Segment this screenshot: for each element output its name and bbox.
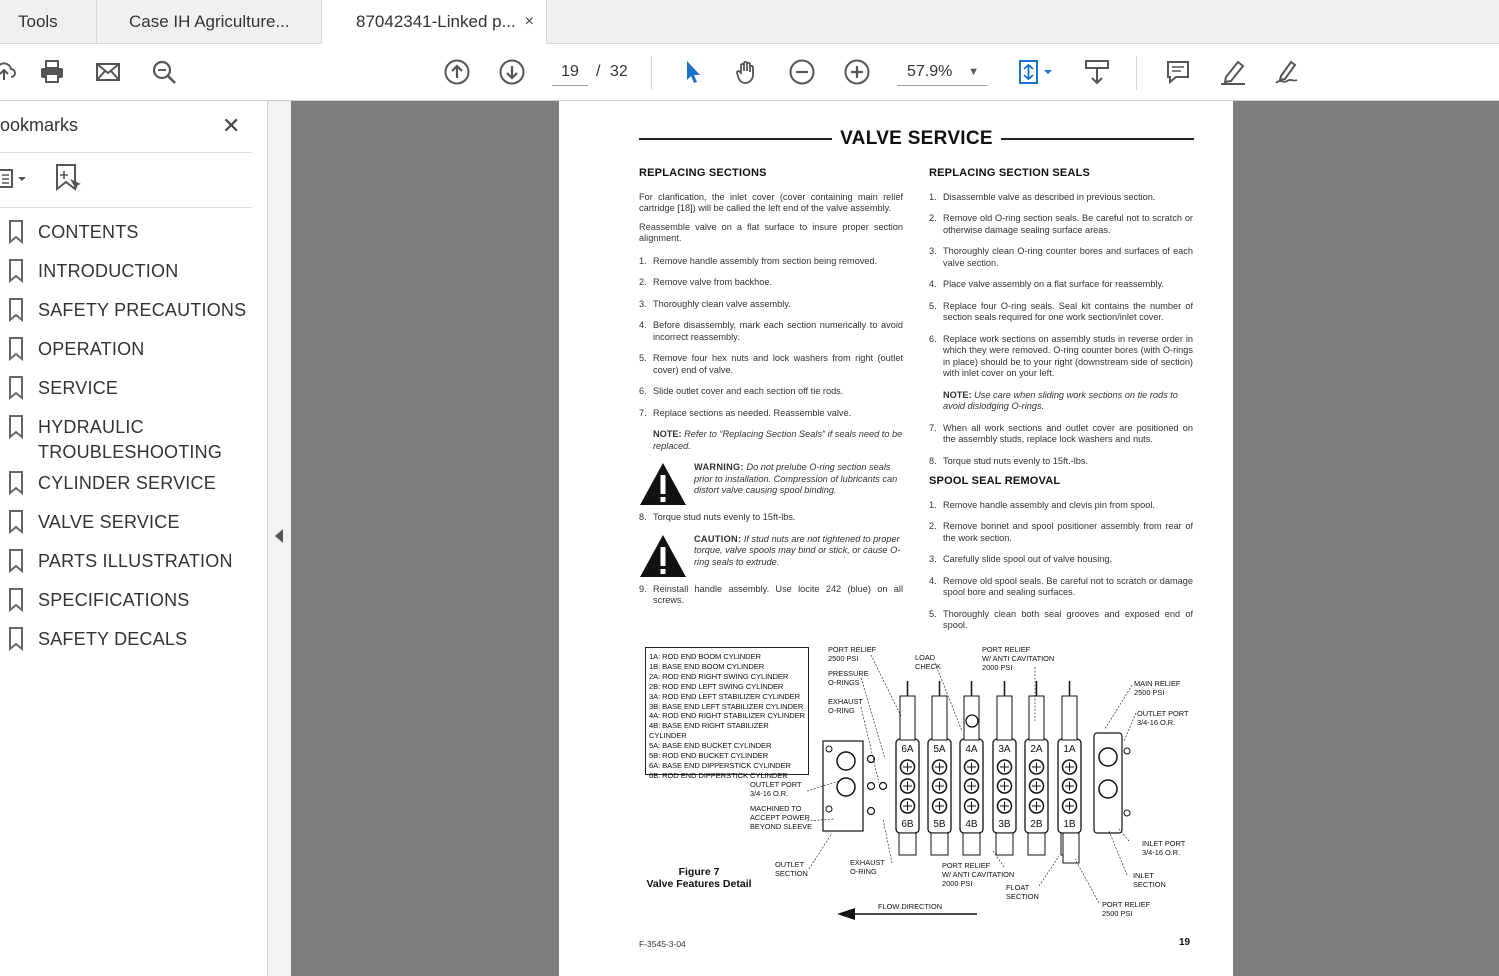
step-list <box>929 423 1193 468</box>
bookmarks-panel <box>0 101 268 976</box>
step-number: 4. <box>929 575 937 586</box>
section-heading: REPLACING SECTION SEALS <box>929 167 1091 179</box>
panel-collapse-handle[interactable] <box>268 101 291 976</box>
add-bookmark-icon[interactable] <box>54 163 82 198</box>
bookmark-list <box>0 214 268 660</box>
bookmark-label: PARTS ILLUSTRATION <box>38 551 233 571</box>
bookmark-label: CONTENTS <box>38 222 139 242</box>
bookmark-item[interactable] <box>0 292 268 331</box>
step-text: Remove handle assembly and clevis pin from spool. <box>943 499 1155 510</box>
step-number: 5. <box>929 300 937 311</box>
callout-port-relief-anti-bottom: PORT RELIEF W/ ANTI CAVITATION 2000 PSI <box>942 861 1015 888</box>
fit-page-dropdown-icon[interactable] <box>1040 54 1056 90</box>
sign-icon[interactable] <box>1269 54 1305 90</box>
tab-linked-pdf[interactable] <box>322 0 547 45</box>
collapse-arrow-icon <box>275 529 283 543</box>
step-number: 3. <box>929 554 937 564</box>
tab-bar <box>0 0 1499 44</box>
outlet-section-body <box>823 741 863 831</box>
section-label-bottom: 2B <box>1030 819 1043 830</box>
step-number: 4. <box>929 279 937 289</box>
step-list <box>929 192 1193 380</box>
callout-pressure-orings: PRESSURE O-RINGS <box>828 669 869 687</box>
step-number: 3. <box>929 246 937 256</box>
legend-entry: 4B: BASE END RIGHT STABILIZER CYLINDER <box>649 721 769 741</box>
list-item <box>639 386 903 398</box>
step-text: Thoroughly clean valve assembly. <box>653 298 791 309</box>
flow-arrow-head <box>837 908 855 920</box>
paragraph: For clarification, the inlet cover (cover containing main relief cartridge [18]) will be called the left end of the valve assembly. <box>639 191 903 213</box>
close-tab-icon[interactable]: × <box>524 13 534 30</box>
note-label: NOTE: <box>653 429 682 439</box>
spool-bottom <box>996 833 1013 855</box>
leader-line <box>1039 856 1059 886</box>
page-total: 32 <box>610 63 628 80</box>
step-number: 7. <box>639 407 647 418</box>
section-label-top: 6A <box>901 744 914 755</box>
step-number: 1. <box>929 191 937 202</box>
bookmark-icon <box>8 220 24 244</box>
page-footer-code: F-3545-3-04 <box>639 939 686 949</box>
cloud-upload-icon[interactable] <box>0 54 22 90</box>
caution-block <box>639 534 903 578</box>
step-number: 6. <box>929 333 937 344</box>
tab-case-ih[interactable] <box>97 0 322 44</box>
bookmark-icon <box>8 549 24 573</box>
step-list <box>639 512 903 524</box>
tab-tools[interactable] <box>0 0 97 44</box>
figure-number: Figure 7 <box>678 866 720 878</box>
right-column <box>929 168 1193 642</box>
section-label-bottom: 4B <box>965 819 978 830</box>
step-text: Remove old O-ring section seals. Be careful not to scratch or otherwise damage sealing surface areas. <box>943 213 1193 235</box>
note <box>929 390 1193 413</box>
paragraph: Reassemble valve on a flat surface to insure proper section alignment. <box>639 221 903 243</box>
list-item <box>929 246 1193 269</box>
list-item <box>929 192 1193 204</box>
list-item <box>929 423 1193 446</box>
leader-line <box>861 707 879 783</box>
callout-machined: MACHINED TO ACCEPT POWER BEYOND SLEEVE <box>750 804 813 831</box>
callout-outlet-port-right: OUTLET PORT 3/4-16 O.R. <box>1137 709 1189 727</box>
spool-top <box>997 696 1012 740</box>
zoom-search-icon[interactable] <box>146 54 182 90</box>
leader-line <box>1124 713 1136 741</box>
step-text: Before disassembly, mark each section numerically to avoid incorrect reassembly. <box>653 320 903 342</box>
list-item <box>929 334 1193 380</box>
bolt-circle <box>1124 748 1130 754</box>
step-number: 2. <box>639 277 647 287</box>
close-panel-icon[interactable]: ✕ <box>222 113 241 138</box>
list-item <box>929 456 1193 468</box>
spool-top <box>932 696 947 740</box>
section-label-top: 2A <box>1030 744 1043 755</box>
step-list <box>639 584 903 607</box>
step-text: Reinstall handle assembly. Use locite 242 (blue) on all screws. <box>653 583 903 605</box>
step-text: Replace work sections on assembly studs in reverse order in which they were removed. O-ring counter bores (with O-rings in place) should be to your right (downstream side of section) with inlet cover on your left. <box>943 333 1193 378</box>
warning-text: Do not prelube O-ring section seals prior to installation. Compression of lubricants can distort valve causing spool binding. <box>694 462 898 495</box>
bookmarks-title: ookmarks <box>0 115 79 135</box>
step-number: 5. <box>639 353 647 363</box>
legend-entry: 2A: ROD END RIGHT SWING CYLINDER <box>649 671 789 681</box>
page-up-icon[interactable] <box>439 54 475 90</box>
page-title <box>639 128 1194 148</box>
step-number: 4. <box>639 320 647 330</box>
legend-entry: 3B: BASE END LEFT STABILIZER CYLINDER <box>649 701 804 711</box>
bookmark-label: INTRODUCTION <box>38 261 179 281</box>
bookmark-item[interactable] <box>0 543 268 582</box>
bolt-circle <box>1124 810 1130 816</box>
caution-triangle-icon <box>639 534 687 578</box>
legend-entry: 6B: ROD END DIPPERSTICK CYLINDER <box>649 770 788 780</box>
step-number: 1. <box>639 255 647 266</box>
step-list <box>639 256 903 420</box>
page-title-text: VALVE SERVICE <box>832 128 1001 150</box>
leader-line <box>883 819 892 863</box>
step-text: Remove old spool seals. Be careful not to scratch or damage spool bore and sealing surfaces. <box>943 575 1193 597</box>
list-item <box>929 609 1193 632</box>
callout-outlet-port-left: OUTLET PORT 3/4-16 O.R. <box>750 780 802 798</box>
section-label-bottom: 1B <box>1063 819 1076 830</box>
tab-linked-pdf-label: 87042341-Linked p... <box>356 12 516 31</box>
scroll-mode-icon[interactable] <box>1079 54 1115 90</box>
bookmark-item[interactable] <box>0 370 268 409</box>
spool-top <box>900 696 915 740</box>
step-text: Remove handle assembly from section being removed. <box>653 255 878 266</box>
legend-entry: 4A: ROD END RIGHT STABILIZER CYLINDER <box>649 711 805 721</box>
bookmark-label: OPERATION <box>38 339 145 359</box>
warning-triangle-icon <box>639 462 687 506</box>
list-item <box>639 584 903 607</box>
list-item <box>639 512 903 524</box>
legend-entry: 1A: ROD END BOOM CYLINDER <box>649 652 761 661</box>
figure-caption <box>639 866 759 890</box>
tab-case-ih-label: Case IH Agriculture... <box>129 12 290 31</box>
step-text: Remove valve from backhoe. <box>653 277 772 287</box>
step-text: Torque stud nuts evenly to 15ft.-lbs. <box>943 455 1089 466</box>
callout-inlet-section: INLET SECTION <box>1133 871 1166 889</box>
warning-block <box>639 462 903 506</box>
section-label-bottom: 5B <box>933 819 946 830</box>
step-number: 3. <box>639 298 647 309</box>
section-heading: REPLACING SECTIONS <box>639 167 767 179</box>
step-text: Place valve assembly on a flat surface for reassembly. <box>943 279 1164 289</box>
bookmark-icon <box>8 510 24 534</box>
oring-circle <box>868 808 875 815</box>
callout-port-relief-anti: PORT RELIEF W/ ANTI CAVITATION 2000 PSI <box>982 645 1055 672</box>
options-menu-icon[interactable] <box>0 166 32 197</box>
valve-figure <box>639 641 1199 926</box>
document-viewport[interactable] <box>291 101 1499 976</box>
section-label-bottom: 6B <box>901 819 914 830</box>
step-text: When all work sections and outlet cover are positioned on the assembly studs, replace lock washers and nuts. <box>943 422 1193 444</box>
bookmark-item[interactable] <box>0 582 268 621</box>
page-footer-number: 19 <box>1179 937 1191 948</box>
section-label-bottom: 3B <box>998 819 1011 830</box>
bookmark-label: HYDRAULIC TROUBLESHOOTING <box>38 417 223 462</box>
leader-line <box>871 655 901 716</box>
callout-port-relief-top: PORT RELIEF 2500 PSI <box>828 645 877 663</box>
list-item <box>639 299 903 311</box>
section-heading: SPOOL SEAL REMOVAL <box>929 475 1061 487</box>
bookmark-icon <box>8 627 24 651</box>
callout-exhaust-oring-bottom: EXHAUST O-RING <box>850 858 885 876</box>
caution-label: CAUTION: <box>694 533 742 544</box>
step-number: 2. <box>929 213 937 223</box>
legend-entry: 2B: ROD END LEFT SWING CYLINDER <box>649 681 784 691</box>
list-item <box>929 213 1193 236</box>
spool-top <box>1029 696 1044 740</box>
pdf-page <box>559 101 1233 976</box>
float-relief-cartridge <box>1063 833 1079 863</box>
legend-entry: 6A: BASE END DIPPERSTICK CYLINDER <box>649 760 791 770</box>
caution-text: If stud nuts are not tightened to proper torque, valve spools may bind or stick, or cause O-ring seals to extrude. <box>694 533 901 567</box>
callout-exhaust-oring-top: EXHAUST O-RING <box>828 697 863 715</box>
step-text: Remove four hex nuts and lock washers from right (outlet cover) end of valve. <box>653 353 903 375</box>
step-text: Disassemble valve as described in previous section. <box>943 191 1156 202</box>
step-number: 8. <box>929 455 937 466</box>
bookmark-icon <box>8 376 24 400</box>
step-text: Replace sections as needed. Reassemble valve. <box>653 407 852 418</box>
select-cursor-icon[interactable] <box>674 54 710 90</box>
bookmark-label: SAFETY PRECAUTIONS <box>38 300 247 320</box>
bookmark-label: SPECIFICATIONS <box>38 590 190 610</box>
step-number: 1. <box>929 499 937 510</box>
spool-bottom <box>931 833 948 855</box>
section-label-top: 3A <box>998 744 1011 755</box>
step-list <box>929 500 1193 632</box>
zoom-in-icon[interactable] <box>839 54 875 90</box>
step-text: Remove bonnet and spool positioner assembly from rear of the work section. <box>943 521 1193 543</box>
list-item <box>639 277 903 289</box>
page-down-icon[interactable] <box>494 54 530 90</box>
bookmark-item[interactable] <box>0 214 268 253</box>
list-item <box>929 301 1193 324</box>
zoom-select[interactable] <box>897 58 987 86</box>
list-item <box>929 521 1193 544</box>
tab-tools-label: Tools <box>18 12 58 31</box>
bookmark-icon <box>8 298 24 322</box>
section-label-top: 5A <box>933 744 946 755</box>
panel-divider <box>0 152 252 153</box>
print-icon[interactable] <box>34 54 70 90</box>
list-item <box>639 408 903 420</box>
step-number: 2. <box>929 521 937 531</box>
step-text: Thoroughly clean both seal grooves and exposed end of spool. <box>943 608 1193 630</box>
legend-entry: 3A: ROD END LEFT STABILIZER CYLINDER <box>649 691 800 701</box>
figure-title: Valve Features Detail <box>646 878 752 890</box>
spool-bottom <box>899 833 916 855</box>
panel-divider <box>0 207 252 208</box>
bookmark-icon <box>8 588 24 612</box>
step-text: Carefully slide spool out of valve housing. <box>943 554 1113 564</box>
note-text: Refer to “Replacing Section Seals” if seals need to be replaced. <box>653 429 903 451</box>
bookmark-item[interactable] <box>0 465 268 504</box>
callout-inlet-port: INLET PORT 3/4-16 O.R. <box>1142 839 1186 857</box>
oring-circle <box>868 783 875 790</box>
list-item <box>929 279 1193 291</box>
legend-entry: 5B: ROD END BUCKET CYLINDER <box>649 751 769 761</box>
bookmark-item[interactable] <box>0 621 268 660</box>
step-text: Slide outlet cover and each section off tie rods. <box>653 386 844 396</box>
comment-icon[interactable] <box>1160 54 1196 90</box>
leader-line <box>861 678 885 759</box>
zoom-value: 57.9% <box>907 63 953 80</box>
list-item <box>929 500 1193 512</box>
leader-line <box>1109 831 1127 875</box>
bookmark-item[interactable] <box>0 253 268 292</box>
legend-entry: 1B: BASE END BOOM CYLINDER <box>649 661 765 671</box>
toolbar <box>0 44 1499 101</box>
step-text: Replace four O-ring seals. Seal kit contains the number of section seals required for one work section/inlet cover. <box>943 300 1193 322</box>
step-number: 9. <box>639 583 647 594</box>
bookmark-icon <box>8 471 24 495</box>
spool-bottom <box>1028 833 1045 855</box>
zoom-out-icon[interactable] <box>784 54 820 90</box>
bookmark-label: CYLINDER SERVICE <box>38 473 216 493</box>
warning-label: WARNING: <box>694 462 744 472</box>
bookmark-label: SERVICE <box>38 378 119 398</box>
leader-line <box>809 833 832 869</box>
note <box>639 429 903 452</box>
spool-bottom <box>963 833 980 855</box>
list-item <box>639 320 903 343</box>
bookmark-label: VALVE SERVICE <box>38 512 180 532</box>
list-item <box>639 256 903 268</box>
spool-top <box>1062 696 1077 740</box>
list-item <box>929 576 1193 599</box>
toolbar-divider <box>1136 56 1137 90</box>
step-number: 5. <box>929 608 937 619</box>
callout-float-section: FLOAT SECTION <box>1006 883 1039 901</box>
step-number: 8. <box>639 512 647 522</box>
section-label-top: 1A <box>1063 744 1076 755</box>
left-column <box>639 168 903 617</box>
step-number: 7. <box>929 422 937 433</box>
mail-icon[interactable] <box>90 54 126 90</box>
step-text: Torque stud nuts evenly to 15ft-lbs. <box>653 512 796 522</box>
oring-circle <box>880 783 887 790</box>
list-item <box>639 353 903 376</box>
bookmark-label: SAFETY DECALS <box>38 629 188 649</box>
step-text: Thoroughly clean O-ring counter bores and surfaces of each valve section. <box>943 246 1193 268</box>
callout-main-relief: MAIN RELIEF 2500 PSI <box>1134 679 1181 697</box>
callout-outlet-section: OUTLET SECTION <box>775 860 808 878</box>
list-item <box>929 554 1193 566</box>
bookmark-item[interactable] <box>0 504 268 543</box>
flow-direction-label: FLOW DIRECTION <box>878 902 943 911</box>
leader-line <box>1105 685 1132 729</box>
section-label-top: 4A <box>965 744 978 755</box>
step-number: 6. <box>639 386 647 396</box>
page-separator: / <box>596 63 601 80</box>
highlight-pen-icon[interactable] <box>1215 54 1251 90</box>
callout-load-check: LOAD CHECK <box>915 653 941 671</box>
leader-line <box>1075 859 1099 903</box>
toolbar-divider <box>651 56 652 90</box>
bookmark-icon <box>8 259 24 283</box>
bookmark-item[interactable] <box>0 409 268 465</box>
bookmark-icon <box>8 337 24 361</box>
note-text: Use care when sliding work sections on tie rods to avoid dislodging O-rings. <box>943 389 1178 411</box>
bookmark-item[interactable] <box>0 331 268 370</box>
note-label: NOTE: <box>943 389 972 400</box>
callout-port-relief-bottom: PORT RELIEF 2500 PSI <box>1102 900 1151 918</box>
legend-entry: 5A: BASE END BUCKET CYLINDER <box>649 741 772 751</box>
page-number-input[interactable]: 19 <box>552 58 588 86</box>
hand-tool-icon[interactable] <box>729 54 765 90</box>
bookmark-icon <box>8 415 24 439</box>
chevron-down-icon: ▼ <box>968 66 979 78</box>
